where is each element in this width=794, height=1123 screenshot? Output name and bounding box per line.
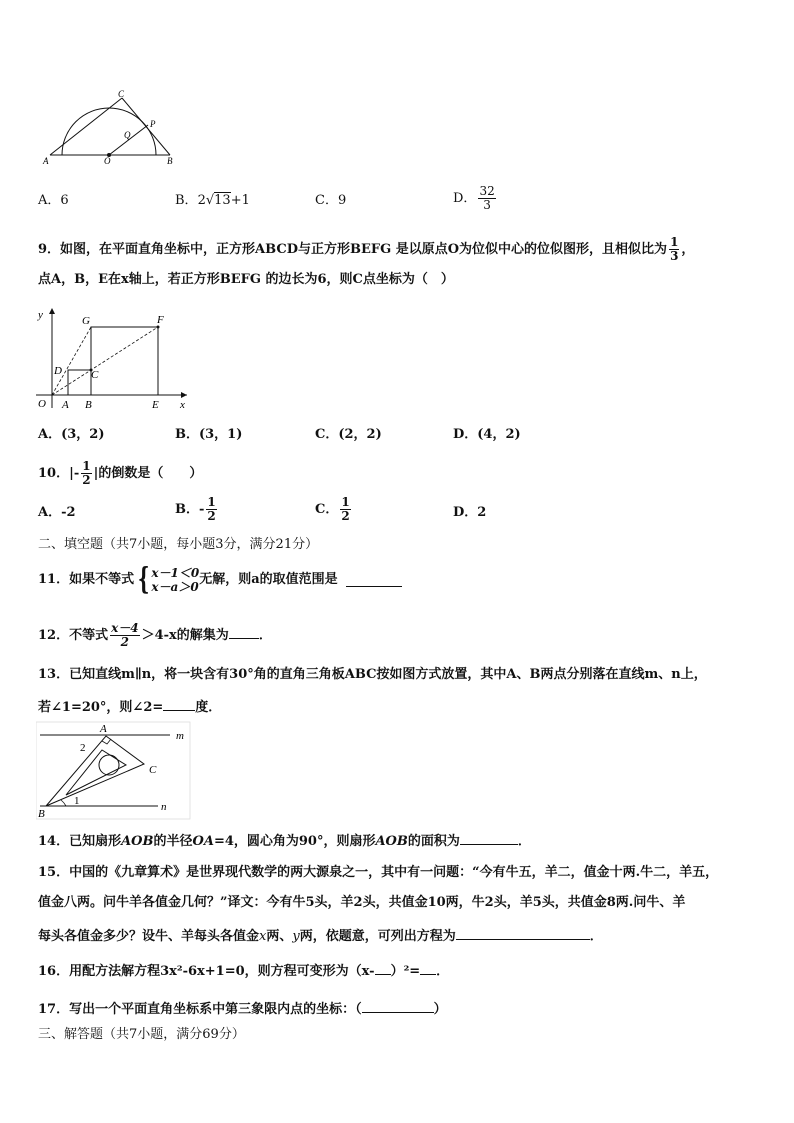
q8-option-c: C．9 — [315, 193, 347, 208]
q10-option-c-prefix: C． — [315, 502, 339, 517]
q14-text-b: 的半径 — [153, 834, 193, 849]
q13-label-2: 2 — [80, 742, 86, 754]
q13-label-b: B — [38, 808, 45, 820]
q14-end: ． — [517, 834, 531, 849]
q9-label-y: y — [38, 309, 43, 321]
q13-line2 — [38, 698, 221, 716]
q15-var-x: x — [259, 929, 267, 944]
q14-sector-name: AOB — [121, 834, 154, 849]
fraction-denominator: 2 — [82, 473, 91, 487]
q9-option-c: C．(2，2) — [315, 427, 382, 442]
q15-var-y: y — [292, 929, 300, 944]
q14-answer-blank[interactable] — [460, 832, 518, 845]
sqrt-symbol: √ — [205, 193, 215, 208]
q17-stem — [38, 1000, 447, 1018]
q15-line1: 15．中国的《九章算术》是世界现代数学的两大源泉之一，其中有一问题：“今有牛五，羊二，值金十两.牛二，羊五， — [38, 865, 719, 880]
q14-text-a: 14．已知扇形 — [38, 834, 122, 849]
q10-option-b — [175, 496, 219, 523]
q15-line2: 值金八两。问牛羊各值金几何？”译文：今有牛5头，羊2头，共值金10两，牛2头，羊5头，共值金8两.问牛、羊 — [38, 895, 686, 910]
brace-symbol: { — [137, 562, 150, 597]
q9-label-e: E — [152, 399, 159, 411]
q17-text-b: ） — [433, 1002, 447, 1017]
q13-label-m: m — [176, 730, 184, 742]
section-3-heading: 三、解答题（共7小题，满分69分） — [38, 1027, 245, 1042]
fraction-denominator: 3 — [670, 249, 679, 263]
q15-end: ． — [589, 929, 603, 944]
q9-line1-end: ， — [681, 242, 695, 257]
q11-system — [151, 566, 199, 594]
q9-option-a: A．(3，2) — [38, 427, 105, 442]
q14-stem — [38, 832, 531, 850]
q15-line3-text-a: 每头各值金多少？设牛、羊每头各值金 — [38, 929, 260, 944]
q8-label-a: A — [43, 156, 49, 166]
q15-line3 — [38, 927, 603, 945]
q12-end: ． — [258, 628, 272, 643]
q8-label-c: C — [118, 89, 125, 99]
section-2-heading: 二、填空题（共7小题，每小题3分，满分21分） — [38, 537, 319, 552]
q8-label-o: O — [104, 156, 111, 166]
q10-suffix: 的倒数是（ ） — [98, 466, 203, 481]
q13-answer-blank[interactable] — [163, 698, 195, 711]
q10-option-b-prefix: B． — [175, 502, 199, 517]
q13-figure — [36, 720, 192, 822]
q14-radius-name: OA — [192, 834, 214, 849]
q11-eq1: x－1＜0 — [151, 566, 200, 580]
q9-label-o: O — [38, 398, 46, 410]
q13-label-a: A — [100, 723, 107, 735]
fraction-numerator: 1 — [670, 235, 679, 249]
q16-answer-blank-1[interactable] — [375, 962, 391, 975]
q9-label-x: x — [180, 399, 185, 411]
q11-stem — [38, 562, 402, 597]
q8-option-b — [175, 193, 250, 209]
q10-abs-open: |- — [69, 466, 80, 481]
q12-stem — [38, 622, 272, 649]
q9-label-d: D — [54, 365, 62, 377]
q8-label-b: B — [167, 156, 173, 166]
q8-option-a: A．6 — [38, 193, 69, 208]
fraction-numerator: 1 — [82, 459, 91, 473]
q16-end: ． — [436, 964, 450, 979]
q12-suffix: ＞4-x的解集为 — [141, 628, 229, 643]
q13-label-n: n — [161, 801, 167, 813]
q12-prefix: 12．不等式 — [38, 628, 109, 643]
q12-fraction — [110, 622, 140, 649]
q11-suffix: 无解，则a的取值范围是 — [199, 572, 338, 587]
q9-option-b: B．(3，1) — [175, 427, 243, 442]
q9-line1 — [38, 236, 694, 263]
q10-option-b-sign: - — [199, 502, 205, 517]
q13-line2-text: 若∠1=20°，则∠2= — [38, 700, 164, 715]
q13-line2-end: 度． — [195, 700, 222, 715]
q10-abs-close: | — [93, 466, 99, 481]
q14-sector-name-2: AOB — [375, 834, 408, 849]
q8-option-d — [453, 185, 498, 212]
q8-label-p: P — [150, 119, 156, 129]
q16-text-b: ）²= — [390, 964, 421, 979]
q15-line3-text-b: 两、 — [266, 929, 293, 944]
q9-label-f: F — [157, 314, 164, 326]
q13-label-c: C — [149, 764, 157, 776]
q10-option-d: D．2 — [453, 505, 487, 520]
q17-text-a: 17．写出一个平面直角坐标系中第三象限内点的坐标：（ — [38, 1002, 362, 1017]
fraction-numerator: 1 — [207, 495, 216, 509]
q8-option-b-coef: 2 — [197, 193, 206, 208]
fraction-numerator: 1 — [341, 495, 350, 509]
q14-text-c: =4，圆心角为90°，则扇形 — [213, 834, 376, 849]
q17-answer-blank[interactable] — [362, 1000, 434, 1013]
q13-label-1: 1 — [74, 795, 80, 807]
q10-number: 10． — [38, 466, 70, 481]
q9-figure — [32, 304, 194, 412]
fraction-denominator: 2 — [341, 509, 350, 523]
q8-option-b-radicand: 13 — [214, 193, 231, 208]
q16-stem — [38, 962, 449, 980]
q13-line1: 13．已知直线m∥n，将一块含有30°角的直角三角板ABC按如图方式放置，其中A、B两点分别落在直线m、n上， — [38, 667, 707, 682]
fraction-denominator: 2 — [207, 509, 216, 523]
q9-label-a: A — [62, 399, 69, 411]
q9-line2: 点A，B，E在x轴上，若正方形BEFG 的边长为6，则C点坐标为（ ） — [38, 272, 454, 287]
q9-option-d: D．(4，2) — [453, 427, 521, 442]
q16-answer-blank-2[interactable] — [420, 962, 436, 975]
q11-eq2: x－a＞0 — [151, 580, 199, 594]
q9-label-g: G — [82, 315, 90, 327]
q10-option-b-fraction — [206, 496, 216, 523]
fraction-numerator: 32 — [479, 184, 495, 198]
q16-text-a: 16．用配方法解方程3x²-6x+1=0，则方程可变形为（x- — [38, 964, 375, 979]
q8-option-d-prefix: D． — [453, 191, 477, 206]
q11-answer-blank[interactable] — [346, 574, 402, 587]
q10-option-a: A．-2 — [38, 505, 76, 520]
fraction-numerator: x－4 — [111, 621, 139, 635]
q9-line1-text: 9．如图，在平面直角坐标中，正方形ABCD与正方形BEFG 是以原点O为位似中心的位似图形，且相似比为 — [38, 242, 668, 257]
q11-prefix: 11．如果不等式 — [38, 572, 135, 587]
q10-option-c-fraction — [340, 496, 350, 523]
q10-fraction — [81, 460, 91, 487]
q14-text-d: 的面积为 — [407, 834, 460, 849]
q9-label-c: C — [91, 369, 99, 381]
q15-answer-blank[interactable] — [456, 927, 590, 940]
q9-label-b: B — [85, 399, 92, 411]
q8-figure — [40, 88, 182, 168]
q10-stem — [38, 460, 202, 487]
q10-option-c — [315, 496, 353, 523]
q8-label-q: Q — [124, 130, 131, 140]
q15-line3-text-c: 两，依题意，可列出方程为 — [299, 929, 456, 944]
q12-answer-blank[interactable] — [229, 626, 259, 639]
q8-option-b-prefix: B． — [175, 193, 198, 208]
q8-option-b-suffix: +1 — [230, 193, 250, 208]
fraction-denominator: 2 — [120, 635, 130, 649]
q9-ratio-fraction — [669, 236, 679, 263]
fraction-denominator: 3 — [483, 198, 491, 212]
q8-option-d-fraction — [478, 185, 495, 212]
